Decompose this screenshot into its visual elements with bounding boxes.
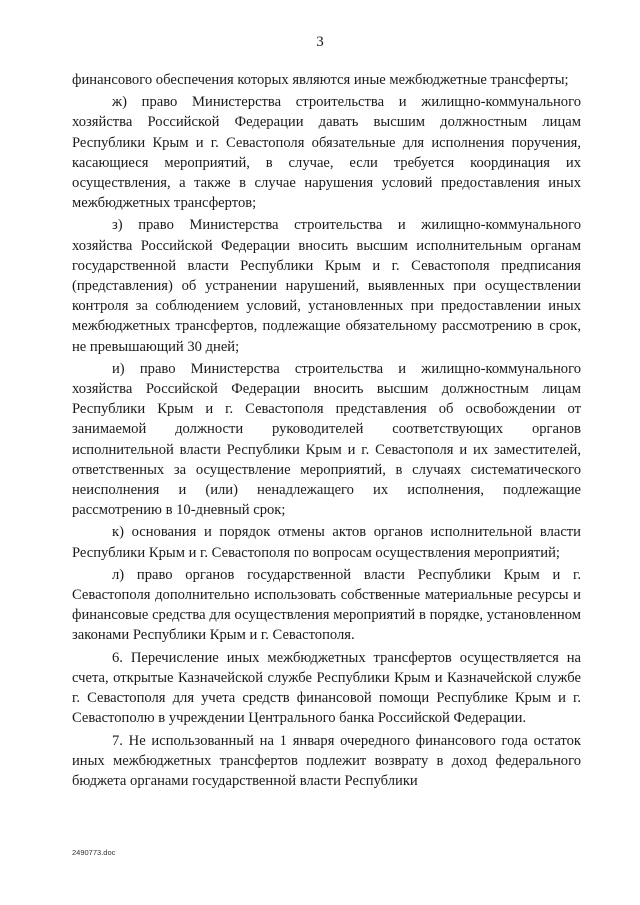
paragraph-section-6: 6. Перечисление иных межбюджетных трансфертов осуществляется на счета, открытые Казначейской службе Республики Крым и Казначейской службе г. Севастополя для учета средств финансовой помощи Республике Крым и г. Севастополю в учреждении Центрального банка Российской Федерации. xyxy=(72,649,581,727)
document-body xyxy=(72,70,581,793)
paragraph-item-z: з) право Министерства строительства и жилищно-коммунального хозяйства Российской Федерации вносить высшим исполнительным органам государственной власти Республики Крым и г. Севастополя предписания (представления) об устранении нарушений, выявленных при осуществлении контроля за соблюдением условий, установленных при предоставлении иных межбюджетных трансфертов, подлежащие обязательному рассмотрению в срок, не превышающий 30 дней; xyxy=(72,217,581,355)
paragraph-item-k: к) основания и порядок отмены актов органов исполнительной власти Республики Крым и г. Севастополя по вопросам осуществления мероприятий; xyxy=(72,524,581,561)
paragraph-section-7: 7. Не использованный на 1 января очередного финансового года остаток иных межбюджетных трансфертов подлежит возврату в доход федерального бюджета органами государственной власти Республики xyxy=(72,732,581,789)
document-code: 2490773.doc xyxy=(72,848,116,857)
page-number: 3 xyxy=(316,34,324,50)
paragraph-item-i: и) право Министерства строительства и жилищно-коммунального хозяйства Российской Федерации вносить высшим должностным лицам Республики Крым и г. Севастополя представления об освобождении от занимаемой должности руководителей соответствующих органов исполнительной власти Республики Крым и г. Севастополя и их заместителей, ответственных за осуществление мероприятий, в случаях систематического неисполнения и (или) ненадлежащего их исполнения, подлежащие рассмотрению в 10-дневный срок; xyxy=(72,360,581,519)
paragraph-item-zh: ж) право Министерства строительства и жилищно-коммунального хозяйства Российской Федерации давать высшим должностным лицам Республики Крым и г. Севастополя обязательные для исполнения поручения, касающиеся мероприятий, в случае, если требуется координация их осуществления, а также в случае нарушения условий предоставления иных межбюджетных трансфертов; xyxy=(72,94,581,212)
paragraph-continuation: финансового обеспечения которых являются иные межбюджетные трансферты; xyxy=(72,72,569,88)
paragraph-item-l: л) право органов государственной власти Республики Крым и г. Севастополя дополнительно использовать собственные материальные ресурсы и финансовые средства для осуществления мероприятий в порядке, установленном законами Республики Крым и г. Севастополя. xyxy=(72,566,581,644)
